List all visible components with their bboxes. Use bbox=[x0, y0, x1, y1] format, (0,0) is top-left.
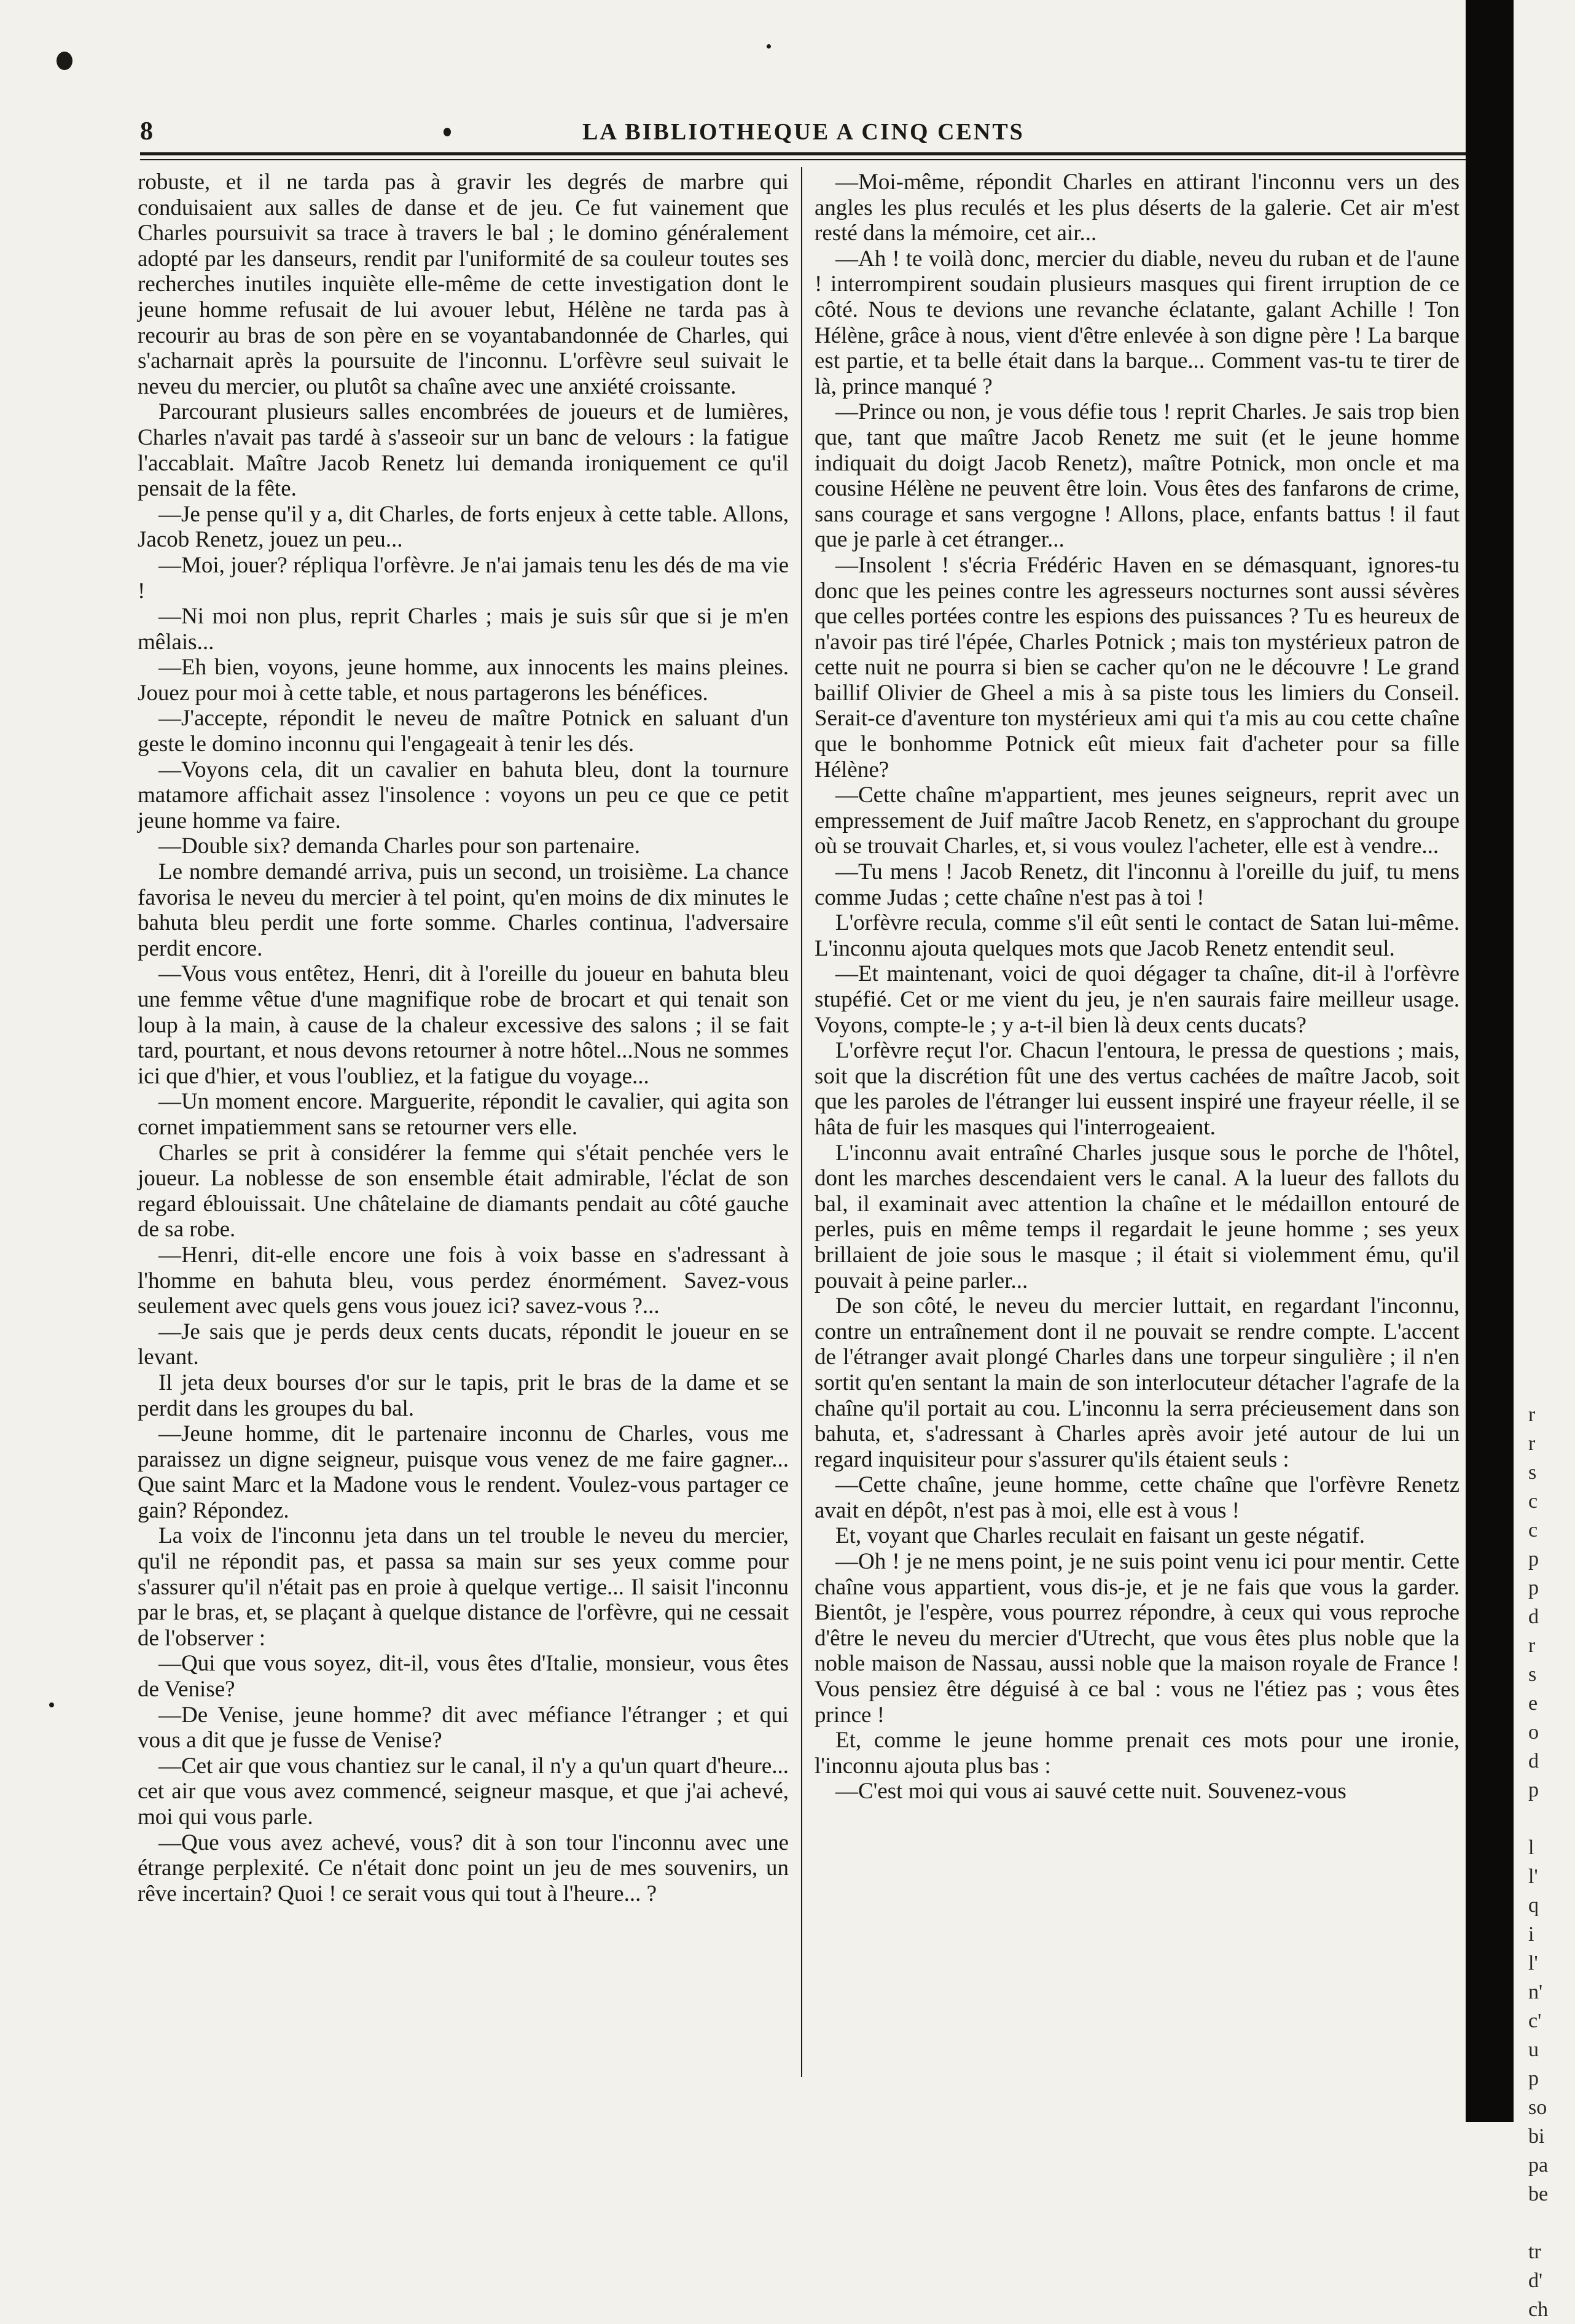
fragment: c bbox=[1528, 1490, 1538, 1513]
fragment: l' bbox=[1528, 1865, 1538, 1888]
paragraph: —Qui que vous soyez, dit-il, vous êtes d'Italie, monsieur, vous êtes de Venise? bbox=[138, 1651, 789, 1702]
left-column bbox=[138, 170, 789, 1906]
fragment: r bbox=[1528, 1403, 1536, 1426]
fragment: p bbox=[1528, 2067, 1539, 2090]
fragment: ch bbox=[1528, 2298, 1549, 2321]
ink-speck bbox=[767, 44, 771, 49]
fragment: p bbox=[1528, 1577, 1539, 1599]
fragment: p bbox=[1528, 1548, 1539, 1570]
paragraph: —Eh bien, voyons, jeune homme, aux innocents les mains pleines. Jouez pour moi à cette table, et nous partagerons les bénéfices. bbox=[138, 655, 789, 706]
paragraph: De son côté, le neveu du mercier luttait, en regardant l'inconnu, contre un entraînement dont il ne pouvait se rendre compte. L'accent de l'étranger avait plongé Charles dans une torpeur singulière ; il n'en sortit qu'en sentant la main de son interlocuteur détacher l'agrafe de la chaîne qu'il portait au cou. L'inconnu la serra précieusement dans son bahuta, et, s'adressant à Charles après avoir jeté autour de lui un regard inquisiteur pour s'assurer qu'ils étaient seuls : bbox=[815, 1293, 1460, 1472]
paragraph: —Double six? demanda Charles pour son partenaire. bbox=[158, 833, 640, 859]
paragraph: L'orfèvre recula, comme s'il eût senti le contact de Satan lui-même. L'inconnu ajouta quelques mots que Jacob Renetz entendit seul. bbox=[815, 910, 1460, 961]
column-divider bbox=[801, 167, 802, 2077]
paragraph: —Ah ! te voilà donc, mercier du diable, neveu du ruban et de l'aune ! interrompirent soudain plusieurs masques qui firent irruption de ce côté. Nous te devions une revanche éclatante, galant Achille ! Ton Hélène, grâce à nous, vient d'être enlevée à son digne père ! La barque est partie, et ta belle était dans la barque... Comment vas-tu te tirer de là, prince manqué ? bbox=[815, 246, 1460, 399]
paragraph: —Ni moi non plus, reprit Charles ; mais je suis sûr que si je m'en mêlais... bbox=[138, 604, 789, 655]
fragment: d bbox=[1528, 1750, 1539, 1772]
paragraph: L'orfèvre reçut l'or. Chacun l'entoura, le pressa de questions ; mais, soit que la discrétion fût une des vertus cachées de maître Jacob, soit que les paroles de l'étranger lui eussent inspiré une frayeur réelle, il se hâta de fuir les masques qui l'interrogeaient. bbox=[815, 1038, 1460, 1140]
paragraph: —Je pense qu'il y a, dit Charles, de forts enjeux à cette table. Allons, Jacob Renetz, jouez un peu... bbox=[138, 501, 789, 553]
fragment: e bbox=[1528, 1692, 1538, 1715]
header-rule bbox=[140, 152, 1467, 155]
paragraph: —Que vous avez achevé, vous? dit à son tour l'inconnu avec une étrange perplexité. Ce n'était donc point un jeu de mes souvenirs, un rêve incertain? Quoi ! ce serait vous qui tout à l'heure... ? bbox=[138, 1830, 789, 1906]
paragraph: —Un moment encore. Marguerite, répondit le cavalier, qui agita son cornet impatiemment sans se retourner vers elle. bbox=[138, 1089, 789, 1140]
adjacent-page-fragments bbox=[1528, 1400, 1565, 2324]
paragraph: —Tu mens ! Jacob Renetz, dit l'inconnu à l'oreille du juif, tu mens comme Judas ; cette chaîne n'est pas à toi ! bbox=[815, 859, 1460, 910]
fragment: s bbox=[1528, 1663, 1537, 1686]
paragraph: —Vous vous entêtez, Henri, dit à l'oreille du joueur en bahuta bleu une femme vêtue d'une magnifique robe de brocart et qui tenait son loup à la main, à cause de la chaleur excessive des salons ; il se fait tard, pourtant, et nous devons retourner à notre hôtel...Nous ne sommes ici que d'hier, et vous l'oubliez, et la fatigue du voyage... bbox=[138, 961, 789, 1089]
paragraph: —J'accepte, répondit le neveu de maître Potnick en saluant d'un geste le domino inconnu qui l'engageait à tenir les dés. bbox=[138, 706, 789, 757]
running-header bbox=[140, 112, 1467, 152]
paragraph: —Henri, dit-elle encore une fois à voix basse en s'adressant à l'homme en bahuta bleu, vous perdez énormément. Savez-vous seulement avec quels gens vous jouez ici? savez-vous ?... bbox=[138, 1242, 789, 1319]
paragraph: L'inconnu avait entraîné Charles jusque sous le porche de l'hôtel, dont les marches descendaient vers le canal. A la lueur des fallots du bal, il examinait avec attention la chaîne et le médaillon entouré de perles, puis en même temps il regardait le jeune homme ; ses yeux brillaient de joie sous le masque ; il était si violemment ému, qu'il pouvait à peine parler... bbox=[815, 1140, 1460, 1293]
right-column bbox=[815, 170, 1460, 1804]
fragment: o bbox=[1528, 1721, 1539, 1744]
paragraph: —Cette chaîne, jeune homme, cette chaîne que l'orfèvre Renetz avait en dépôt, n'est pas à moi, elle est à vous ! bbox=[815, 1472, 1460, 1523]
fragment: r bbox=[1528, 1432, 1536, 1455]
fragment: q bbox=[1528, 1894, 1539, 1917]
fragment: u bbox=[1528, 2038, 1539, 2061]
paragraph: —Voyons cela, dit un cavalier en bahuta bleu, dont la tournure matamore affichait assez l'insolence : voyons un peu ce que ce petit jeune homme va faire. bbox=[138, 757, 789, 833]
paragraph: —Et maintenant, voici de quoi dégager ta chaîne, dit-il à l'orfèvre stupéfié. Cet or me vient du jeu, je n'en saurais faire meilleur usage. Voyons, compte-le ; y a-t-il bien là deux cents ducats? bbox=[815, 961, 1460, 1038]
publication-title: LA BIBLIOTHEQUE A CINQ CENTS bbox=[582, 119, 1025, 145]
fragment: d bbox=[1528, 1605, 1539, 1628]
fragment: r bbox=[1528, 1634, 1536, 1657]
fragment: l' bbox=[1528, 1952, 1538, 1975]
paragraph: —C'est moi qui vous ai sauvé cette nuit. Souvenez-vous bbox=[835, 1779, 1346, 1804]
paragraph: Charles se prit à considérer la femme qui s'était penchée vers le joueur. La noblesse de son ensemble était admirable, l'éclat de son regard éblouissait. Une châtelaine de diamants pendait au côté gauche de sa robe. bbox=[138, 1140, 789, 1242]
ink-speck bbox=[49, 1702, 54, 1707]
fragment: tr bbox=[1528, 2240, 1541, 2263]
paragraph: Et, voyant que Charles reculait en faisant un geste négatif. bbox=[835, 1523, 1366, 1549]
fragment: d' bbox=[1528, 2269, 1543, 2292]
fragment bbox=[1528, 1804, 1565, 1833]
paragraph: Le nombre demandé arriva, puis un second, un troisième. La chance favorisa le neveu du mercier à tel point, qu'en moins de dix minutes le bahuta bleu perdit une forte somme. Charles continua, l'adversaire perdit encore. bbox=[138, 859, 789, 961]
ink-blot bbox=[57, 52, 72, 70]
paragraph: —De Venise, jeune homme? dit avec méfiance l'étranger ; et qui vous a dit que je fusse de Venise? bbox=[138, 1702, 789, 1753]
paragraph: —Prince ou non, je vous défie tous ! reprit Charles. Je sais trop bien que, tant que maître Jacob Renetz me suit (et le jeune homme indiquait du doigt Jacob Renetz), maître Potnick, mon oncle et ma cousine Hélène ne peuvent être loin. Vous êtes des fanfarons de crime, sans courage et sans vergogne ! Allons, place, enfants battus ! il faut que je parle à cet étranger... bbox=[815, 399, 1460, 553]
paragraph: Parcourant plusieurs salles encombrées de joueurs et de lumières, Charles n'avait pas tardé à s'asseoir sur un banc de velours : la fatigue l'accablait. Maître Jacob Renetz lui demanda ironiquement ce qu'il pensait de la fête. bbox=[138, 399, 789, 502]
header-rule-thin bbox=[140, 159, 1467, 160]
paragraph: La voix de l'inconnu jeta dans un tel trouble le neveu du mercier, qu'il ne répondit pas, et passa sa main sur ses yeux comme pour s'assurer qu'il n'était pas en proie à quelque vertige... Il saisit l'inconnu par le bras, et, se plaçant à quelque distance de l'orfèvre, qui ne cessait de l'observer : bbox=[138, 1523, 789, 1651]
paragraph: —Oh ! je ne mens point, je ne suis point venu ici pour mentir. Cette chaîne vous appartient, vous dis-je, et je ne fais que vous la garder. Bientôt, je l'espère, vous pourrez répondre, à ceux qui vous reproche d'être le neveu du mercier d'Utrecht, que vous êtes plus noble que la noble maison de Nassau, aussi noble que la maison royale de France ! Vous pensiez être déguisé à ce bal : vous ne l'étiez pas ; vous êtes prince ! bbox=[815, 1549, 1460, 1728]
fragment: so bbox=[1528, 2096, 1547, 2119]
fragment: pa bbox=[1528, 2154, 1549, 2177]
fragment: be bbox=[1528, 2183, 1549, 2205]
paragraph: —Jeune homme, dit le partenaire inconnu de Charles, vous me paraissez un digne seigneur, puisque vous venez de me faire gagner... Que saint Marc et la Madone vous le rendent. Voulez-vous partager ce gain? Répondez. bbox=[138, 1421, 789, 1523]
paragraph: Il jeta deux bourses d'or sur le tapis, prit le bras de la dame et se perdit dans les groupes du bal. bbox=[138, 1370, 789, 1421]
fragment: i bbox=[1528, 1923, 1534, 1946]
paragraph: —Moi-même, répondit Charles en attirant l'inconnu vers un des angles les plus reculés et les plus déserts de la galerie. Cet air m'est resté dans la mémoire, cet air... bbox=[815, 170, 1460, 246]
fragment: p bbox=[1528, 1779, 1539, 1801]
paragraph: Et, comme le jeune homme prenait ces mots pour une ironie, l'inconnu ajouta plus bas : bbox=[815, 1728, 1460, 1779]
fragment: n' bbox=[1528, 1981, 1543, 2003]
page-number: 8 bbox=[140, 117, 153, 146]
fragment bbox=[1528, 2209, 1565, 2237]
paragraph: —Moi, jouer? répliqua l'orfèvre. Je n'ai jamais tenu les dés de ma vie ! bbox=[138, 552, 789, 604]
paragraph: —Cet air que vous chantiez sur le canal, il n'y a qu'un quart d'heure... cet air que vous avez commencé, seigneur masque, et que j'ai achevé, moi qui vous parle. bbox=[138, 1753, 789, 1830]
binding-shadow bbox=[1466, 0, 1514, 2122]
paragraph: —Cette chaîne m'appartient, mes jeunes seigneurs, reprit avec un empressement de Juif maître Jacob Renetz, en s'approchant du groupe où se trouvait Charles, et, si vous voulez l'acheter, elle est à vendre... bbox=[815, 782, 1460, 859]
fragment: l bbox=[1528, 1836, 1534, 1859]
fragment: s bbox=[1528, 1461, 1537, 1484]
paragraph: robuste, et il ne tarda pas à gravir les degrés de marbre qui conduisaient aux salles de danse et de jeu. Ce fut vainement que Charles poursuivit sa trace à travers le bal ; le domino généralement adopté par les danseurs, rendit par l'uniformité de sa couleur toutes ses recherches inutiles inquiète elle-même de cette investigation dont le jeune homme refusait de lui avouer lebut, Hélène ne tarda pas à recourir au bras de son père en se voyantabandonnée de Charles, qui s'acharnait après la poursuite de l'inconnu. L'orfèvre seul suivait le neveu du mercier, ou plutôt sa chaîne avec une anxiété croissante. bbox=[138, 170, 789, 399]
fragment: c' bbox=[1528, 2010, 1542, 2032]
fragment: bi bbox=[1528, 2125, 1545, 2148]
paragraph: —Je sais que je perds deux cents ducats, répondit le joueur en se levant. bbox=[138, 1319, 789, 1370]
paragraph: —Insolent ! s'écria Frédéric Haven en se démasquant, ignores-tu donc que les peines contre les agresseurs nocturnes sont aussi sévères que celles portées contre les espions des puissances ? Tu es heureux de n'avoir pas tiré l'épée, Charles Potnick ; mais ton mystérieux patron de cette nuit ne pourra si bien se cacher qu'on ne le découvre ! Le grand baillif Olivier de Gheel a mis à sa piste tous les limiers du Conseil. Serait-ce d'aventure ton mystérieux ami qui t'a mis au cou cette chaîne que le bonhomme Potnick eût mieux fait d'acheter pour sa fille Hélène? bbox=[815, 552, 1460, 782]
fragment: c bbox=[1528, 1519, 1538, 1542]
